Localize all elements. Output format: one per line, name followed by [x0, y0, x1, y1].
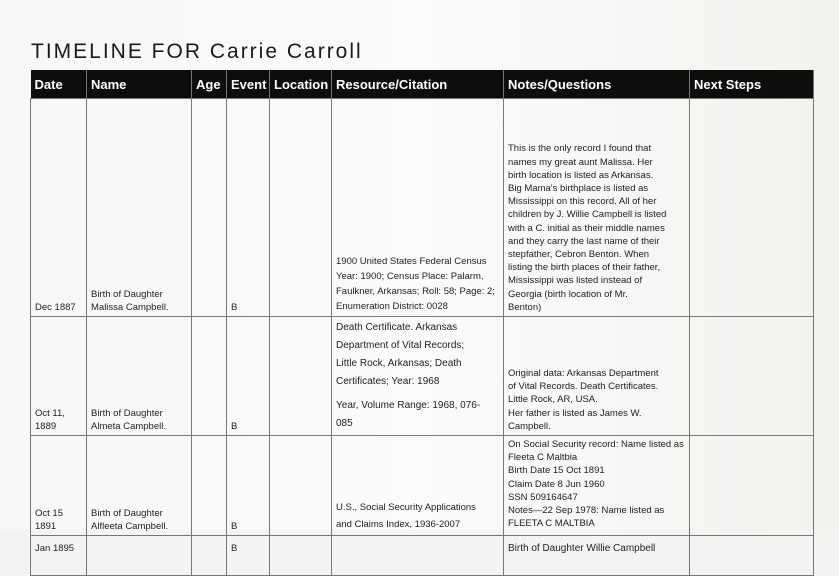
- cell-event: B: [227, 317, 270, 436]
- cell-date: Oct 11, 1889: [31, 317, 87, 436]
- table-row: [31, 436, 814, 536]
- cell-event: B: [227, 436, 270, 536]
- timeline-table: [30, 70, 814, 576]
- cell-resource: U.S., Social Security Applications and Claims Index, 1936-2007: [332, 436, 504, 536]
- header-next-steps: Next Steps: [690, 70, 814, 99]
- cell-date: Dec 1887: [31, 99, 87, 317]
- cell-name: [87, 536, 192, 576]
- cell-event: B: [227, 99, 270, 317]
- cell-location: [270, 436, 332, 536]
- cell-location: [270, 99, 332, 317]
- cell-notes: This is the only record I found that names my great aunt Malissa. Her birth location is listed as Arkansas. Big Mama's birthplace is listed as Mississippi on this record. All of her children by J. Willie Campbell is listed with a C. initial as their middle names and they carry the last name of their stepfather, Cebron Benton. When listing the birth places of their father, Mississippi was listed instead of Georgia (birth location of Mr. Benton): [504, 99, 690, 317]
- cell-age: [192, 536, 227, 576]
- header-location: Location: [270, 70, 332, 99]
- table-row: [31, 536, 814, 576]
- header-notes: Notes/Questions: [504, 70, 690, 99]
- cell-notes: On Social Security record: Name listed as Fleeta C Maltbia Birth Date 15 Oct 1891 Claim Date 8 Jun 1960 SSN 509164647 Notes—22 Sep 1978: Name listed as FLEETA C MALTBIA: [504, 436, 690, 536]
- page-title: TIMELINE FOR Carrie Carroll: [31, 40, 363, 63]
- cell-resource: 1900 United States Federal Census Year: 1900; Census Place: Palarm, Faulkner, Arkansas; Roll: 58; Page: 2; Enumeration District: 0028: [332, 99, 504, 317]
- cell-next-steps: [690, 436, 814, 536]
- cell-age: [192, 317, 227, 436]
- cell-resource: [332, 536, 504, 576]
- header-event: Event: [227, 70, 270, 99]
- cell-name: Birth of Daughter Almeta Campbell.: [87, 317, 192, 436]
- cell-next-steps: [690, 536, 814, 576]
- header-resource: Resource/Citation: [332, 70, 504, 99]
- cell-date: Oct 15 1891: [31, 436, 87, 536]
- cell-resource: Death Certificate. Arkansas Department of Vital Records; Little Rock, Arkansas; Death Certificates; Year: 1968 Year, Volume Range: 1968, 076- 085: [332, 317, 504, 436]
- table-header-row: [31, 70, 814, 99]
- cell-date: Jan 1895: [31, 536, 87, 576]
- cell-location: [270, 317, 332, 436]
- cell-notes: Birth of Daughter Willie Campbell: [504, 536, 690, 576]
- cell-age: [192, 99, 227, 317]
- table-row: [31, 317, 814, 436]
- table-row: [31, 99, 814, 317]
- cell-name: Birth of Daughter Alfleeta Campbell.: [87, 436, 192, 536]
- cell-event: B: [227, 536, 270, 576]
- cell-notes: Original data: Arkansas Department of Vital Records. Death Certificates. Little Rock, AR, USA. Her father is listed as James W. Campbell.: [504, 317, 690, 436]
- cell-age: [192, 436, 227, 536]
- header-name: Name: [87, 70, 192, 99]
- cell-next-steps: [690, 99, 814, 317]
- header-date: Date: [31, 70, 87, 99]
- cell-name: Birth of Daughter Malissa Campbell.: [87, 99, 192, 317]
- cell-location: [270, 536, 332, 576]
- cell-next-steps: [690, 317, 814, 436]
- header-age: Age: [192, 70, 227, 99]
